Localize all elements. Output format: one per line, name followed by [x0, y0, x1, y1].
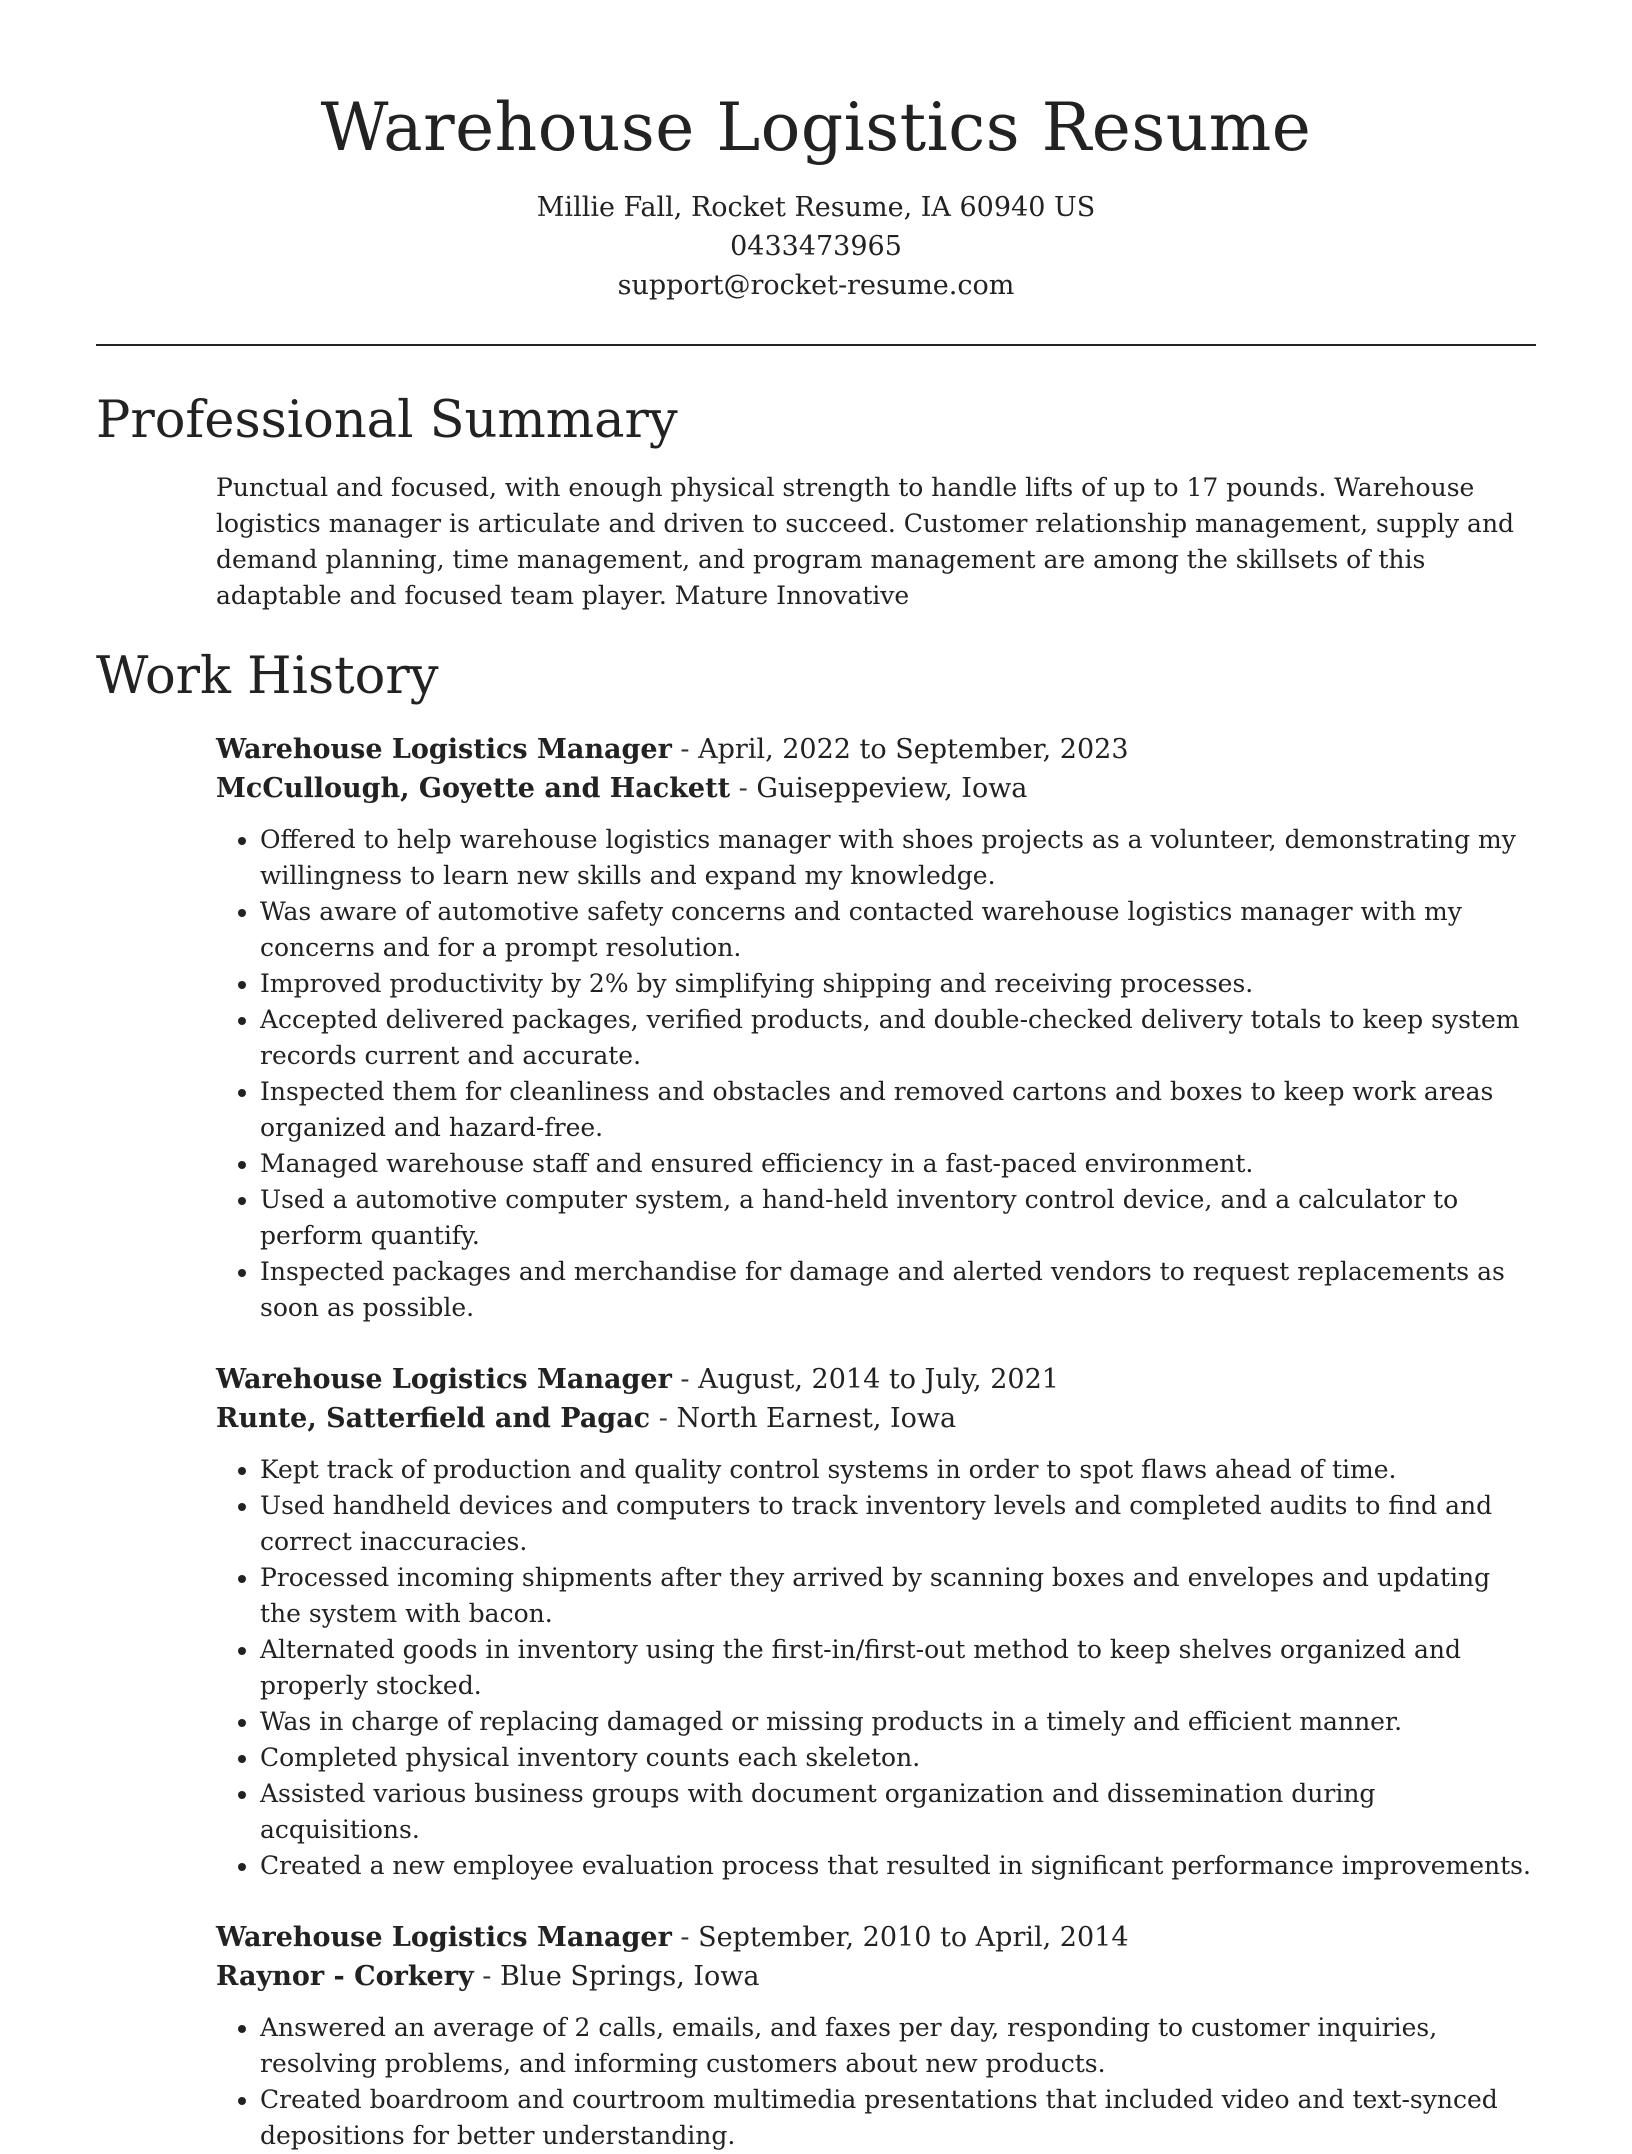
bullet-item: • Answered an average of 2 calls, emails, and faxes per day, responding to customer inquiries, resolving problems, and informing customers about new products.	[260, 2010, 1536, 2082]
job-dates: August, 2014 to July, 2021	[698, 1364, 1059, 1395]
bullet-item: • Kept track of production and quality control systems in order to spot flaws ahead of time.	[260, 1452, 1536, 1488]
resume-title: Warehouse Logistics Resume	[320, 89, 1312, 166]
resume-header	[96, 84, 1536, 305]
dash-separator: -	[680, 1922, 699, 1953]
dash-separator: -	[738, 773, 757, 804]
bullet-item: • Inspected them for cleanliness and obstacles and removed cartons and boxes to keep work areas organized and hazard-free.	[260, 1074, 1536, 1146]
bullet-item: • Was in charge of replacing damaged or missing products in a timely and efficient manner.	[260, 1704, 1536, 1740]
job-dates: April, 2022 to September, 2023	[698, 734, 1129, 765]
job-title: Warehouse Logistics Manager	[216, 1364, 672, 1395]
dash-separator: -	[680, 1364, 699, 1395]
contact-info	[96, 188, 1536, 305]
job-company-line	[216, 1957, 1536, 1996]
summary-heading: Professional Summary	[96, 391, 678, 450]
bullet-item: • Used a automotive computer system, a hand-held inventory control device, and a calculator to perform quantify.	[260, 1182, 1536, 1254]
summary-text: Punctual and focused, with enough physical strength to handle lifts of up to 17 pounds. Warehouse logistics manager is articulate and driven to succeed. Customer relationship management, supply and demand planning, time management, and program management are among the skillsets of this adaptable and focused team player. Mature Innovative	[216, 473, 1515, 610]
bullet-item: • Alternated goods in inventory using the first-in/first-out method to keep shelves organized and properly stocked.	[260, 1632, 1536, 1704]
dash-separator: -	[482, 1961, 500, 1992]
bullet-item: • Processed incoming shipments after they arrived by scanning boxes and envelopes and updating the system with bacon.	[260, 1560, 1536, 1632]
job-bullets	[216, 822, 1536, 1326]
job-title-line	[216, 730, 1536, 769]
bullet-item: • Accepted delivered packages, verified products, and double-checked delivery totals to keep system records current and accurate.	[260, 1002, 1536, 1074]
job-dates: September, 2010 to April, 2014	[698, 1922, 1129, 1953]
job-company: McCullough, Goyette and Hackett	[216, 773, 731, 804]
job-bullets	[216, 2010, 1536, 2154]
bullet-item: • Created a new employee evaluation process that resulted in significant performance improvements.	[260, 1848, 1536, 1884]
contact-email: support@rocket-resume.com	[617, 270, 1015, 301]
bullet-item: • Inspected packages and merchandise for damage and alerted vendors to request replacements as soon as possible.	[260, 1254, 1536, 1326]
bullet-item: • Managed warehouse staff and ensured efficiency in a fast-paced environment.	[260, 1146, 1536, 1182]
job-title: Warehouse Logistics Manager	[216, 1922, 672, 1953]
dash-separator: -	[680, 734, 699, 765]
bullet-item: • Improved productivity by 2% by simplifying shipping and receiving processes.	[260, 966, 1536, 1002]
job-title-line	[216, 1360, 1536, 1399]
job-entry	[216, 1360, 1536, 1884]
job-location: Guiseppeview, Iowa	[756, 773, 1028, 804]
job-location: Blue Springs, Iowa	[499, 1961, 760, 1992]
bullet-item: • Created boardroom and courtroom multimedia presentations that included video and text-synced depositions for better understanding.	[260, 2082, 1536, 2154]
work-history-heading: Work History	[96, 647, 439, 706]
job-entry	[216, 1918, 1536, 2154]
contact-phone: 0433473965	[730, 231, 902, 262]
job-entry	[216, 730, 1536, 1326]
bullet-item: • Was aware of automotive safety concerns and contacted warehouse logistics manager with my concerns and for a prompt resolution.	[260, 894, 1536, 966]
bullet-item: • Offered to help warehouse logistics manager with shoes projects as a volunteer, demonstrating my willingness to learn new skills and expand my knowledge.	[260, 822, 1536, 894]
bullet-item: • Assisted various business groups with document organization and dissemination during acquisitions.	[260, 1776, 1536, 1848]
contact-address: Millie Fall, Rocket Resume, IA 60940 US	[536, 192, 1096, 223]
bullet-item: • Used handheld devices and computers to track inventory levels and completed audits to find and correct inaccuracies.	[260, 1488, 1536, 1560]
job-company: Runte, Satterfield and Pagac	[216, 1403, 651, 1434]
job-company-line	[216, 769, 1536, 808]
job-title: Warehouse Logistics Manager	[216, 734, 672, 765]
job-title-line	[216, 1918, 1536, 1957]
bullet-item: • Completed physical inventory counts each skeleton.	[260, 1740, 1536, 1776]
job-bullets	[216, 1452, 1536, 1884]
dash-separator: -	[658, 1403, 677, 1434]
job-location: North Earnest, Iowa	[676, 1403, 957, 1434]
job-company: Raynor - Corkery	[216, 1961, 474, 1992]
job-company-line	[216, 1399, 1536, 1438]
header-divider	[96, 344, 1536, 346]
